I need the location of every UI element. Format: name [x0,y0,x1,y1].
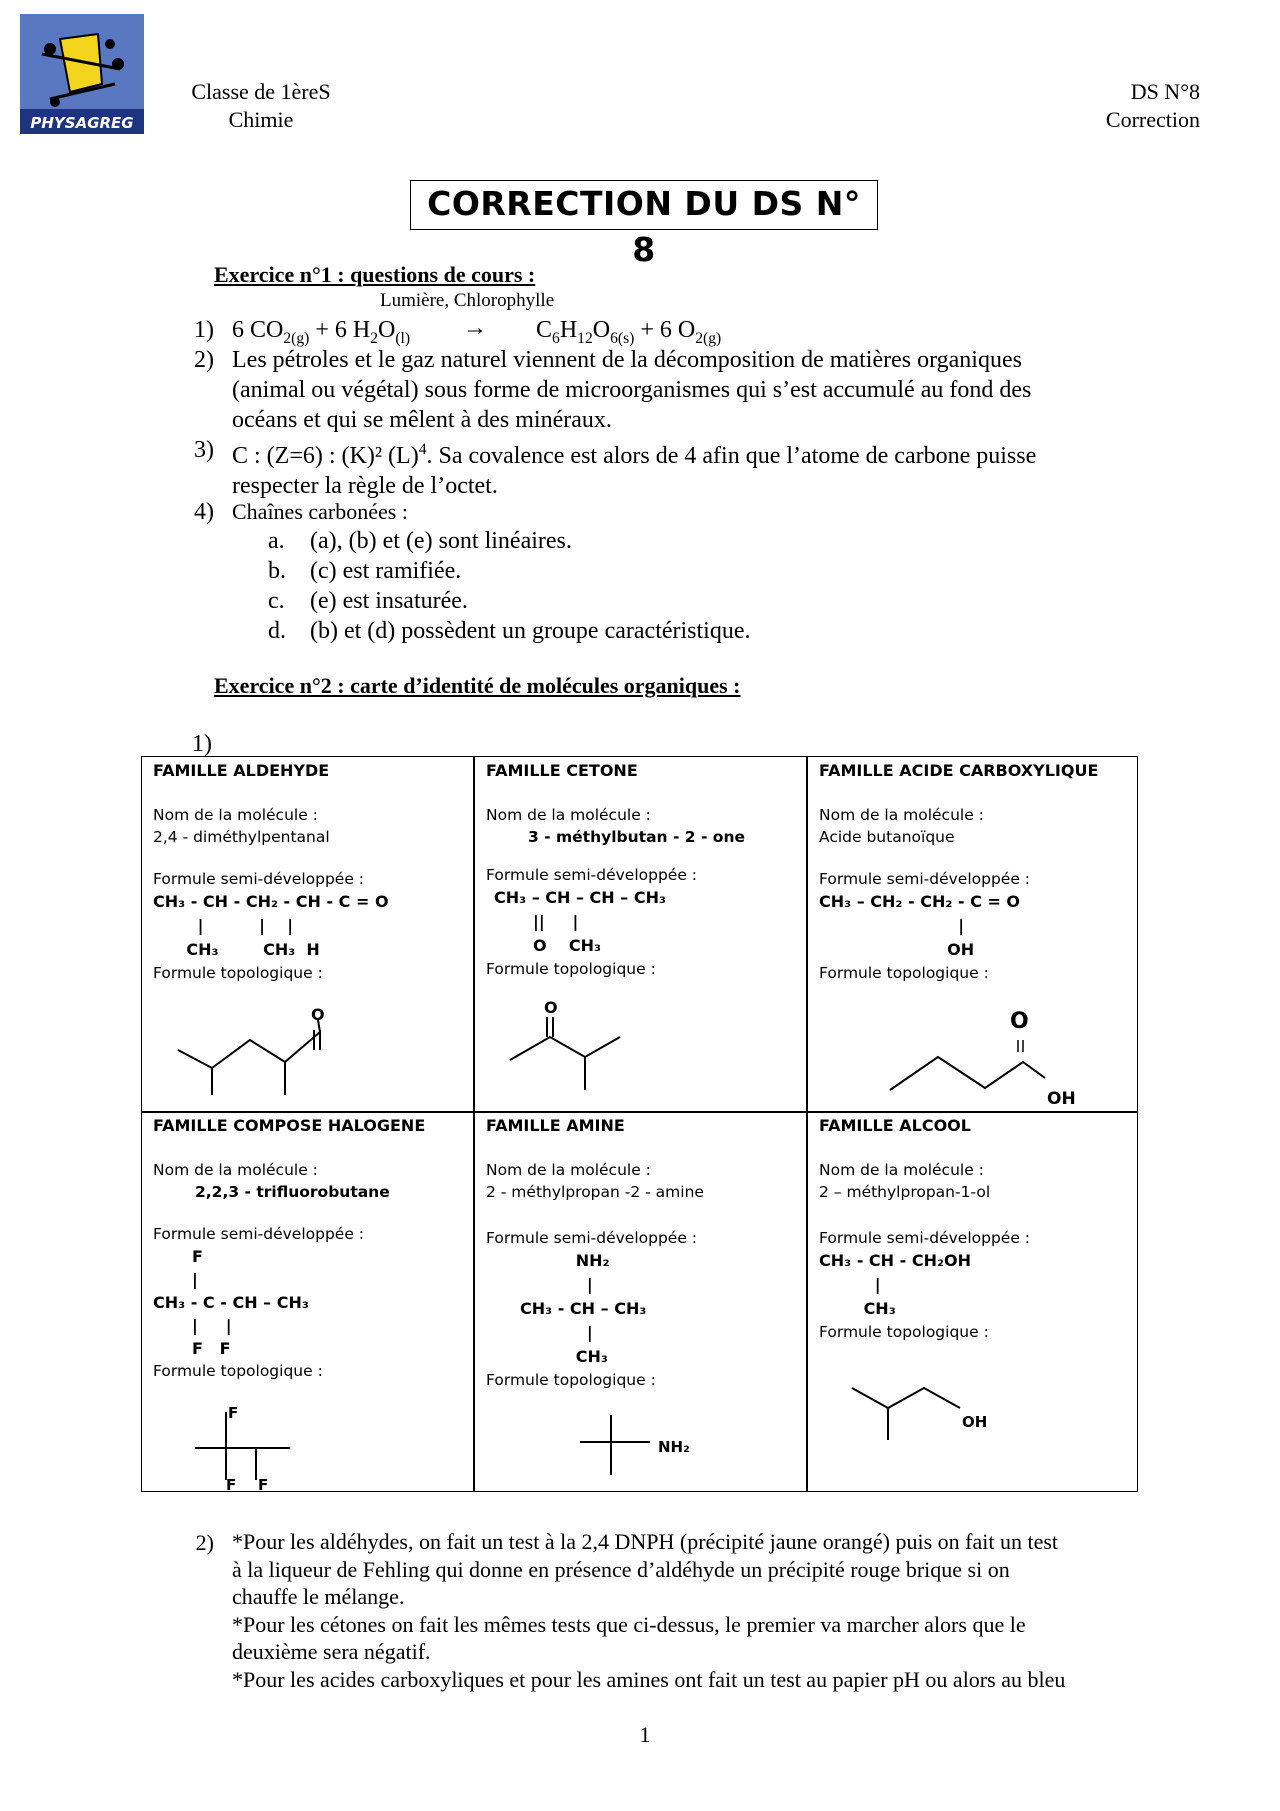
family-title: FAMILLE ALDEHYDE [153,761,330,780]
q1-equation-left: 6 $CO_{2(g)} + 6$ $H_2O_{(l)}$ [232,317,411,347]
list-item: a. (a), (b) et (e) sont linéaires. [268,528,572,554]
q2-answer: Les pétroles et le gaz naturel viennent de la décomposition de matières organiques (animal ou végétal) sous forme de microorganismes qui s’est accumulé au fond des océans et qui se mêlent à des minéraux. [232,347,1032,433]
header-left [156,78,366,134]
page-number: 1 [639,1722,651,1747]
topo-label: Formule topologique : [819,964,989,982]
topo-atom: O [1010,1009,1029,1034]
cell-amine [486,1115,796,1391]
table-divider [473,756,475,1492]
logo-text: PHYSAGREG [30,114,134,132]
name-label: Nom de la molécule : [486,806,651,824]
q2-number: 2) [194,347,214,373]
molecule-name: 2,2,3 - trifluorobutane [195,1183,390,1201]
topo-atom: OH [1047,1089,1076,1109]
molecule-name: 2,4 - diméthylpentanal [153,828,330,846]
arrow-label: Lumière, Chlorophylle [380,290,555,311]
ex2-q1-number: 1) [192,731,212,757]
family-title: FAMILLE ACIDE CARBOXYLIQUE [819,761,1099,780]
table-divider [806,756,808,1492]
name-label: Nom de la molécule : [153,1161,318,1179]
q3-number: 3) [194,437,214,463]
topo-aldehyde [150,1000,470,1100]
topo-label: Formule topologique : [153,964,323,982]
semi-label: Formule semi-développée : [153,1225,365,1243]
q4-intro: Chaînes carbonées : [232,499,408,524]
semi-formula: CH₃ - CH - CH₂ - CH - C = O | | | CH₃ CH₃ H [153,892,389,959]
q1-equation-right: $C_6H_{12}O_{6(s)} + 6$ $O_{2(g)}$ [536,317,722,347]
topo-alcool [840,1370,1060,1460]
table-divider [141,1111,1138,1113]
topo-label: Formule topologique : [486,960,656,978]
molecule-name: 2 – méthylpropan-1-ol [819,1183,991,1201]
family-title: FAMILLE AMINE [486,1116,625,1135]
name-label: Nom de la molécule : [486,1161,651,1179]
semi-formula: CH₃ - CH - CH₂OH | CH₃ [819,1251,971,1318]
ds-type: Correction [1105,107,1200,132]
semi-formula: CH₃ – CH₂ - CH₂ - C = O | OH [819,892,1021,959]
topo-atom: O [311,1005,325,1024]
page-title: CORRECTION DU DS N° 8 [410,180,878,230]
topo-atom: OH [962,1413,988,1431]
topo-atom: F [226,1476,237,1492]
semi-label: Formule semi-développée : [153,870,365,888]
molecule-name: 3 - méthylbutan - 2 - one [528,828,745,846]
family-title: FAMILLE ALCOOL [819,1116,971,1135]
semi-label: Formule semi-développée : [486,866,698,884]
q3-answer: C : (Z=6) : (K)² $(L)^4$. Sa covalence est alors de 4 afin que l’atome de carbone puisse respecter la règle de l’octet. [232,441,1037,499]
physagreg-logo [20,14,144,134]
molecule-name: Acide butanoïque [819,828,955,846]
semi-label: Formule semi-développée : [819,870,1031,888]
list-item: b. (c) est ramifiée. [268,558,462,584]
ex1-heading: Exercice n°1 : questions de cours : [214,262,536,287]
topo-cetone [490,995,810,1095]
cell-cetone [486,760,796,980]
topo-label: Formule topologique : [486,1371,656,1389]
cell-acide [819,760,1134,984]
ex2-q2-number: 2) [195,1530,214,1555]
cell-alcool [819,1115,1134,1343]
topo-atom: F [258,1476,269,1492]
molecule-name: 2 - méthylpropan -2 - amine [486,1183,704,1201]
ds-number: DS N°8 [1130,79,1200,104]
semi-label: Formule semi-développée : [819,1229,1031,1247]
ex2-q2-answer: *Pour les aldéhydes, on fait un test à la 2,4 DNPH (précipité jaune orangé) puis on fait un test à la liqueur de Fehling qui donne en présence d’aldéhyde un précipité rouge brique si on chauffe le mélange. *Pour les cétones on fait les mêmes tests que ci-dessus, le premier va marcher alors que le deuxième sera négatif. *Pour les acides carboxyliques et pour les amines ont fait un test au papier pH ou alors au bleu [232,1529,1066,1692]
topo-atom: F [228,1404,239,1422]
topo-acide [810,1000,1135,1110]
header-right [1040,78,1200,134]
list-item: d. (b) et (d) possèdent un groupe caractéristique. [268,618,751,644]
q4-number: 4) [194,499,214,525]
cell-aldehyde [153,760,463,984]
q1-number: 1) [194,317,214,343]
ex2-heading: Exercice n°2 : carte d’identité de molécules organiques : [214,673,741,698]
topo-halogene [150,1400,470,1492]
semi-formula: CH₃ – CH – CH – CH₃ || | O CH₃ [494,888,666,955]
name-label: Nom de la molécule : [819,1161,984,1179]
topo-atom: O [544,998,558,1017]
family-title: FAMILLE COMPOSE HALOGENE [153,1116,426,1135]
semi-formula: NH₂ | CH₃ - CH – CH₃ | CH₃ [520,1251,647,1366]
topo-label: Formule topologique : [819,1323,989,1341]
name-label: Nom de la molécule : [819,806,984,824]
subject: Chimie [228,107,294,132]
q4-list [268,526,751,646]
semi-formula: F | CH₃ - C - CH – CH₃ | | F F [153,1247,309,1358]
reaction-arrow-icon: → [463,315,487,341]
topo-atom: NH₂ [658,1438,690,1456]
family-title: FAMILLE CETONE [486,761,638,780]
class-line: Classe de 1èreS [191,79,331,104]
name-label: Nom de la molécule : [153,806,318,824]
topo-amine [560,1400,780,1490]
list-item: c. (e) est insaturée. [268,588,468,614]
topo-label: Formule topologique : [153,1362,323,1380]
semi-label: Formule semi-développée : [486,1229,698,1247]
cell-halogene [153,1115,463,1382]
